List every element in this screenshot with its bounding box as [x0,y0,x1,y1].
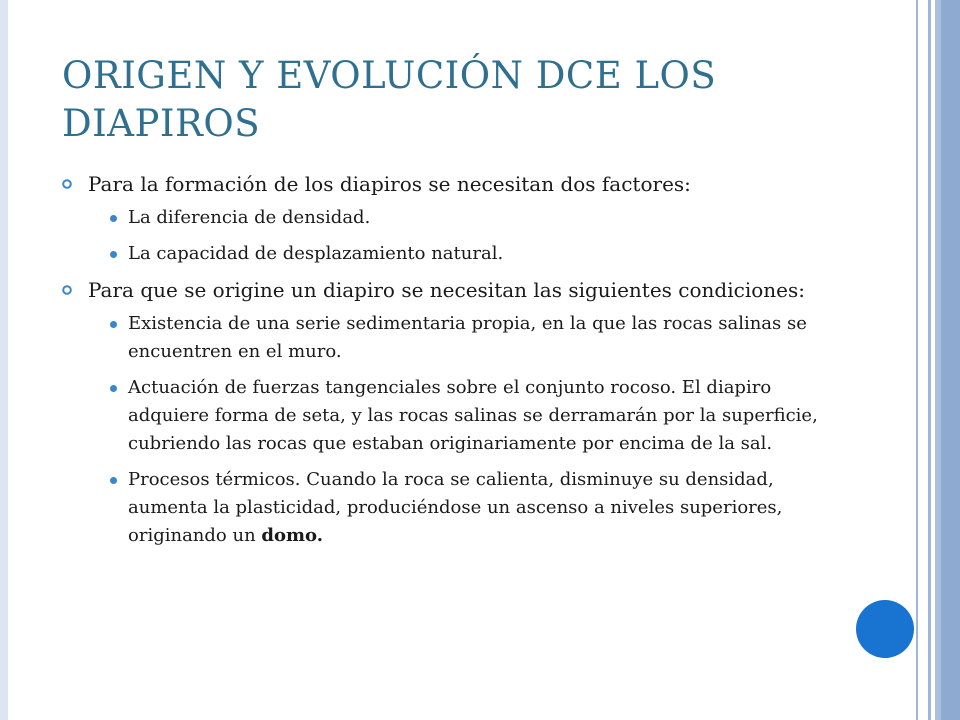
bullet-dot-icon [110,251,117,258]
left-frame-edge [0,0,8,720]
bullet-bold-text: domo. [261,525,323,546]
slide-content [62,170,842,558]
bullet-dot-icon [110,385,117,392]
bullet-level2 [62,374,842,458]
bullet-level2 [62,204,842,232]
bullet-text: La capacidad de desplazamiento natural. [128,243,504,264]
bullet-text: La diferencia de densidad. [128,207,371,228]
bullet-text: Para la formación de los diapiros se necesitan dos factores: [88,172,691,196]
slide-title: ORIGEN Y EVOLUCIÓN DCE LOS DIAPIROS [62,54,717,145]
bullet-text: Procesos térmicos. Cuando la roca se calienta, disminuye su densidad, aumenta la plasticidad, produciéndose un ascenso a niveles superiores, originando un [128,469,783,546]
bullet-text: Para que se origine un diapiro se necesitan las siguientes condiciones: [88,278,805,302]
bullet-dot-icon [110,477,117,484]
bullet-text: Existencia de una serie sedimentaria propia, en la que las rocas salinas se encuentren en el muro. [128,313,807,362]
right-decorative-bars [916,0,960,720]
bullet-dot-icon [110,321,117,328]
bullet-dot-icon [110,215,117,222]
bullet-text: Actuación de fuerzas tangenciales sobre el conjunto rocoso. El diapiro adquiere forma de seta, y las rocas salinas se derramarán por la superficie, cubriendo las rocas que estaban originariamente por encima de la sal. [128,377,818,454]
bullet-level2 [62,240,842,268]
bullet-level2 [62,310,842,366]
bullet-level1 [62,276,842,304]
bullet-level1 [62,170,842,198]
bullet-level2 [62,466,842,550]
accent-circle [856,600,914,658]
bullet-ring-icon [62,179,72,189]
bullet-ring-icon [62,285,72,295]
